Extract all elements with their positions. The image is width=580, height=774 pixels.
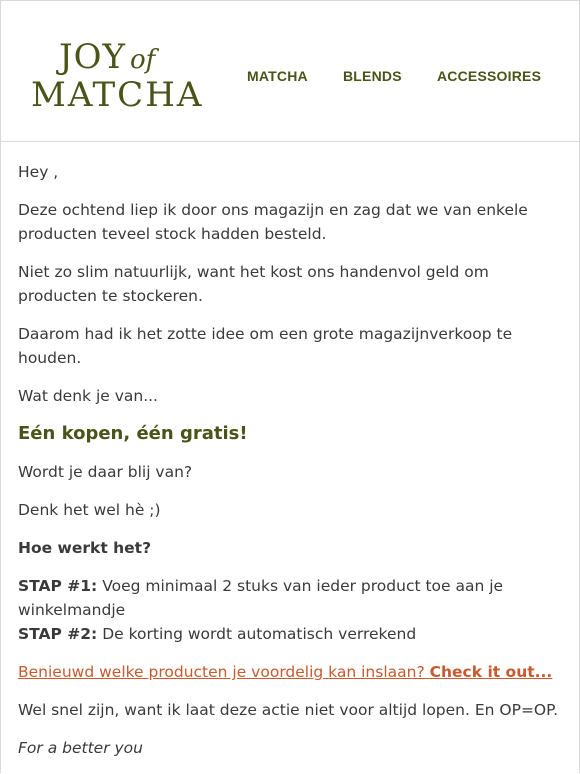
logo-word-of: of	[129, 45, 156, 75]
step-1-label: STAP #1:	[18, 577, 98, 595]
how-it-works-heading: Hoe werkt het?	[18, 539, 152, 557]
promo-headline: Eén kopen, één gratis!	[18, 423, 248, 444]
paragraph-question: Wat denk je van...	[18, 387, 158, 405]
signoff: For a better you	[18, 739, 143, 757]
logo-word-joy: JOY	[59, 37, 126, 77]
nav-link-blends[interactable]: BLENDS	[343, 68, 402, 84]
paragraph-stock: Deze ochtend liep ik door ons magazijn en zag dat we van enkele producten teveel stock hadden besteld.	[18, 201, 528, 243]
steps	[18, 574, 563, 646]
paragraph-idea: Daarom had ik het zotte idee om een grote magazijnverkoop te houden.	[18, 325, 513, 367]
step-1-text: Voeg minimaal 2 stuks van ieder product toe aan je winkelmandje	[18, 577, 504, 619]
cta-paragraph	[18, 660, 563, 684]
nav-link-accessoires[interactable]: ACCESSOIRES	[437, 68, 542, 84]
check-it-out-link: Check it out...	[429, 663, 553, 681]
paragraph-think: Denk het wel hè ;)	[18, 501, 161, 519]
email-header	[1, 1, 579, 142]
joy-of-matcha-logo[interactable]	[31, 37, 204, 115]
cta-link[interactable]: Benieuwd welke producten je voordelig kan inslaan? Check it out...	[18, 663, 553, 681]
nav-link-matcha[interactable]: MATCHA	[247, 68, 308, 84]
step-2-text: De korting wordt automatisch verrekend	[97, 625, 417, 643]
email-body	[18, 160, 563, 774]
logo-word-matcha: MATCHA	[31, 75, 204, 115]
paragraph-cost: Niet zo slim natuurlijk, want het kost ons handenvol geld om producten te stockeren.	[18, 263, 489, 305]
greeting: Hey ,	[18, 163, 59, 181]
paragraph-happy: Wordt je daar blij van?	[18, 463, 193, 481]
paragraph-hurry: Wel snel zijn, want ik laat deze actie niet voor altijd lopen. En OP=OP.	[18, 701, 558, 719]
step-2-label: STAP #2:	[18, 625, 98, 643]
